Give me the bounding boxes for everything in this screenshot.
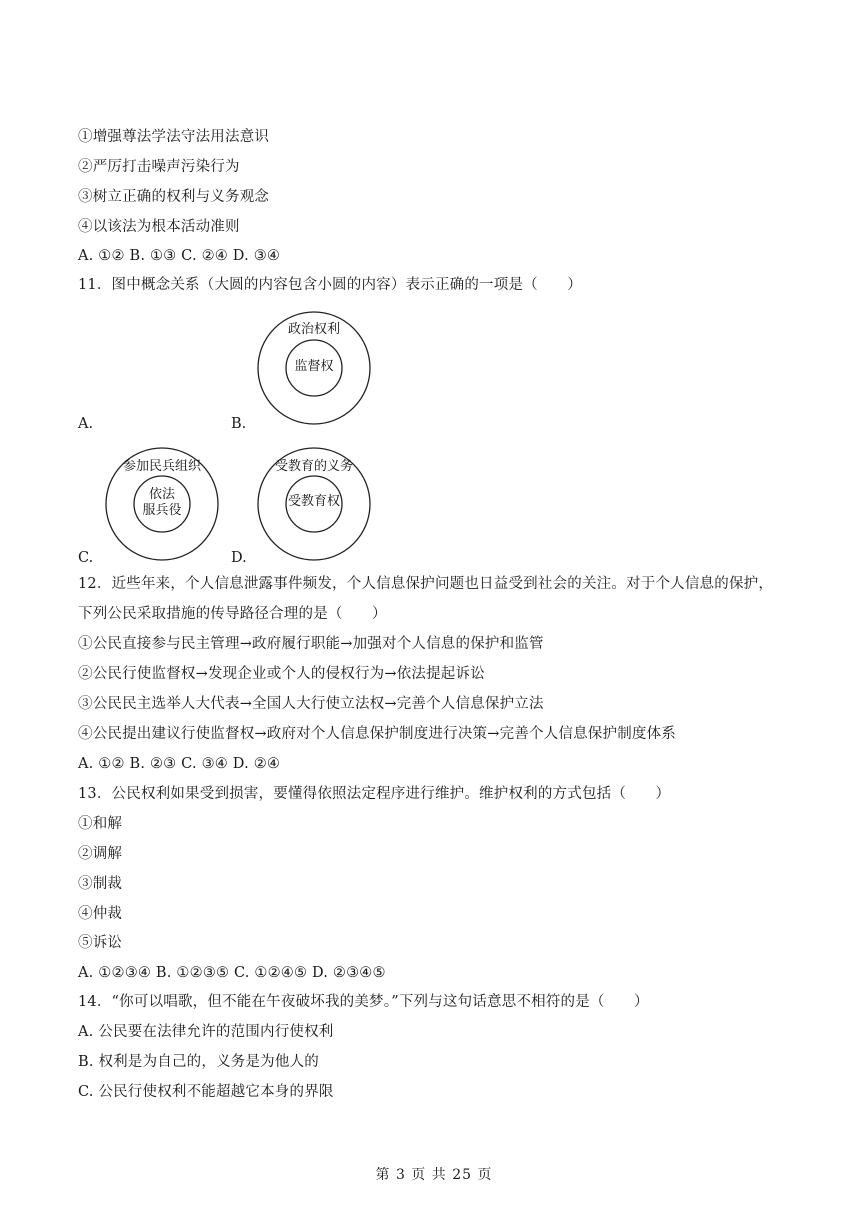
q14-option-b: B. 权利是为自己的，义务是为他人的: [78, 1054, 319, 1070]
fig-c-inner-label-1: 依法: [148, 487, 175, 502]
q10-option-4: ④以该法为根本活动准则: [78, 219, 240, 235]
q12-stem-line-1: 12．近些年来，个人信息泄露事件频发，个人信息保护问题也日益受到社会的关注。对于个人信息的保护，: [78, 576, 774, 592]
fig-b-inner-label: 监督权: [294, 359, 334, 374]
q10-choices: A. ①② B. ①③ C. ②④ D. ③④: [78, 248, 281, 264]
q13-option-3: ③制裁: [78, 876, 123, 892]
q11-label-d: D.: [231, 550, 247, 566]
q11-figure-d: [256, 446, 372, 562]
q14-stem: 14．“你可以唱歌，但不能在午夜破坏我的美梦。”下列与这句话意思不相符的是（ ）: [78, 994, 649, 1010]
q11-label-c: C.: [78, 550, 94, 566]
q13-option-2: ②调解: [78, 846, 123, 862]
q10-option-3: ③树立正确的权利与义务观念: [78, 189, 270, 205]
q12-option-4: ④公民提出建议行使监督权→政府对个人信息保护制度进行决策→完善个人信息保护制度体系: [78, 726, 676, 742]
q12-option-3: ③公民民主选举人大代表→全国人大行使立法权→完善个人信息保护立法: [78, 696, 544, 712]
q10-option-1: ①增强尊法学法守法用法意识: [78, 129, 270, 145]
q13-option-5: ⑤诉讼: [78, 935, 123, 951]
q12-stem-line-2: 下列公民采取措施的传导路径合理的是（ ）: [78, 606, 387, 622]
q11-figure-c: [104, 446, 220, 562]
q12-choices: A. ①② B. ②③ C. ③④ D. ②④: [78, 756, 281, 772]
q12-option-2: ②公民行使监督权→发现企业或个人的侵权行为→依法提起诉讼: [78, 666, 485, 682]
q11-stem: 11．图中概念关系（大圆的内容包含小圆的内容）表示正确的一项是（ ）: [78, 277, 582, 293]
q14-option-a: A. 公民要在法律允许的范围内行使权利: [78, 1024, 334, 1040]
q11-label-b: B.: [231, 416, 247, 432]
fig-d-outer-label: 受教育的义务: [274, 459, 353, 474]
q13-stem: 13．公民权利如果受到损害，要懂得依照法定程序进行维护。维护权利的方式包括（ ）: [78, 786, 671, 802]
fig-c-outer-label: 参加民兵组织: [122, 459, 201, 474]
q13-choices: A. ①②③④ B. ①②③⑤ C. ①②④⑤ D. ②③④⑤: [78, 965, 386, 981]
q11-label-a: A.: [78, 416, 94, 432]
q13-option-1: ①和解: [78, 816, 123, 832]
fig-b-outer-label: 政治权利: [287, 322, 340, 337]
page-footer: 第 3 页 共 25 页: [375, 1167, 493, 1183]
q12-option-1: ①公民直接参与民主管理→政府履行职能→加强对个人信息的保护和监管: [78, 636, 544, 652]
q11-figure-b: [256, 310, 372, 426]
fig-c-inner-label-2: 服兵役: [142, 503, 182, 518]
q14-option-c: C. 公民行使权利不能超越它本身的界限: [78, 1084, 334, 1100]
q10-option-2: ②严厉打击噪声污染行为: [78, 159, 240, 175]
fig-d-inner-label: 受教育权: [287, 494, 340, 509]
q13-option-4: ④仲裁: [78, 906, 123, 922]
